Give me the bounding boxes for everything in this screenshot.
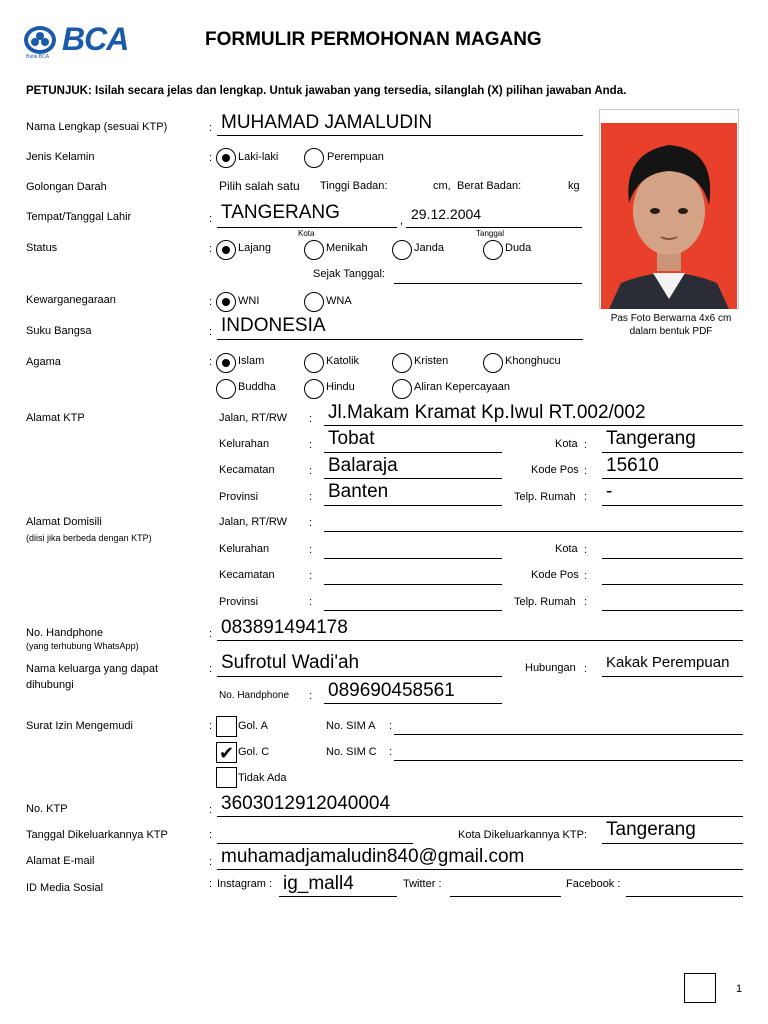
radio-janda[interactable] <box>392 240 412 260</box>
checkbox-gol-a[interactable] <box>216 716 237 737</box>
instagram-field[interactable]: ig_mall4 <box>283 873 354 894</box>
ktp-provinsi-field[interactable]: Banten <box>328 481 389 502</box>
domisili-kelurahan-field[interactable] <box>324 558 502 559</box>
domisili-kota-field[interactable] <box>602 558 743 559</box>
applicant-photo <box>601 123 737 309</box>
page-number-box <box>684 973 716 1003</box>
sejak-tanggal-field[interactable] <box>394 283 582 284</box>
twitter-field[interactable] <box>450 896 561 897</box>
domisili-telp-rumah-field[interactable] <box>602 610 743 611</box>
kota-ktp-field[interactable]: Tangerang <box>606 819 696 840</box>
no-ktp-field[interactable]: 3603012912040004 <box>221 793 391 814</box>
page-number: 1 <box>736 983 743 995</box>
handphone-field[interactable]: 083891494178 <box>221 617 348 638</box>
golongan-darah-select[interactable]: Pilih salah satu <box>219 179 300 193</box>
checkbox-tidak-ada[interactable] <box>216 767 237 788</box>
ktp-kota-field[interactable]: Tangerang <box>606 428 696 449</box>
radio-buddha[interactable] <box>216 379 236 399</box>
radio-wni[interactable] <box>216 292 236 312</box>
bca-logo: Bank BCA BCA <box>22 25 137 59</box>
radio-islam[interactable] <box>216 353 236 373</box>
suku-bangsa-field[interactable]: INDONESIA <box>221 315 326 336</box>
keluarga-nama-field[interactable]: Sufrotul Wadi'ah <box>221 652 360 673</box>
nama-field[interactable]: MUHAMAD JAMALUDIN <box>221 112 433 133</box>
no-sim-a-field[interactable] <box>394 734 743 735</box>
radio-duda[interactable] <box>483 240 503 260</box>
radio-lajang[interactable] <box>216 240 236 260</box>
radio-menikah[interactable] <box>304 240 324 260</box>
ktp-kelurahan-field[interactable]: Tobat <box>328 428 375 449</box>
radio-perempuan[interactable] <box>304 148 324 168</box>
ktp-jalan-field[interactable]: Jl.Makam Kramat Kp.Iwul RT.002/002 <box>328 402 646 423</box>
radio-hindu[interactable] <box>304 379 324 399</box>
page-title: FORMULIR PERMOHONAN MAGANG <box>205 29 542 50</box>
radio-katolik[interactable] <box>304 353 324 373</box>
domisili-kecamatan-field[interactable] <box>324 584 502 585</box>
facebook-field[interactable] <box>626 896 743 897</box>
tempat-lahir-field[interactable]: TANGERANG <box>221 202 340 223</box>
photo-caption: Pas Foto Berwarna 4x6 cm dalam bentuk PDF <box>610 313 732 337</box>
bca-logo-text: BCA <box>62 21 129 57</box>
email-field[interactable]: muhamadjamaludin840@gmail.com <box>221 846 525 867</box>
ktp-telp-rumah-field[interactable]: - <box>606 481 613 502</box>
radio-kristen[interactable] <box>392 353 412 373</box>
radio-laki-laki[interactable] <box>216 148 236 168</box>
tanggal-ktp-field[interactable] <box>217 843 413 844</box>
domisili-jalan-field[interactable] <box>324 531 743 532</box>
label-nama: Nama Lengkap (sesuai KTP) <box>26 121 168 133</box>
ktp-kode-pos-field[interactable]: 15610 <box>606 455 659 476</box>
domisili-provinsi-field[interactable] <box>324 610 502 611</box>
hubungan-field[interactable]: Kakak Perempuan <box>606 654 730 671</box>
radio-khonghucu[interactable] <box>483 353 503 373</box>
instructions: PETUNJUK: Isilah secara jelas dan lengkap. Untuk jawaban yang tersedia, silanglah (X) pilihan jawaban Anda. <box>26 85 627 97</box>
domisili-kode-pos-field[interactable] <box>602 584 743 585</box>
keluarga-handphone-field[interactable]: 089690458561 <box>328 680 455 701</box>
checkmark-icon: ✔ <box>218 743 235 763</box>
radio-aliran-kepercayaan[interactable] <box>392 379 412 399</box>
ktp-kecamatan-field[interactable]: Balaraja <box>328 455 398 476</box>
radio-wna[interactable] <box>304 292 324 312</box>
photo-frame <box>599 109 739 309</box>
no-sim-c-field[interactable] <box>394 760 743 761</box>
checkbox-gol-c[interactable] <box>216 742 237 763</box>
tanggal-lahir-field[interactable]: 29.12.2004 <box>411 206 482 222</box>
